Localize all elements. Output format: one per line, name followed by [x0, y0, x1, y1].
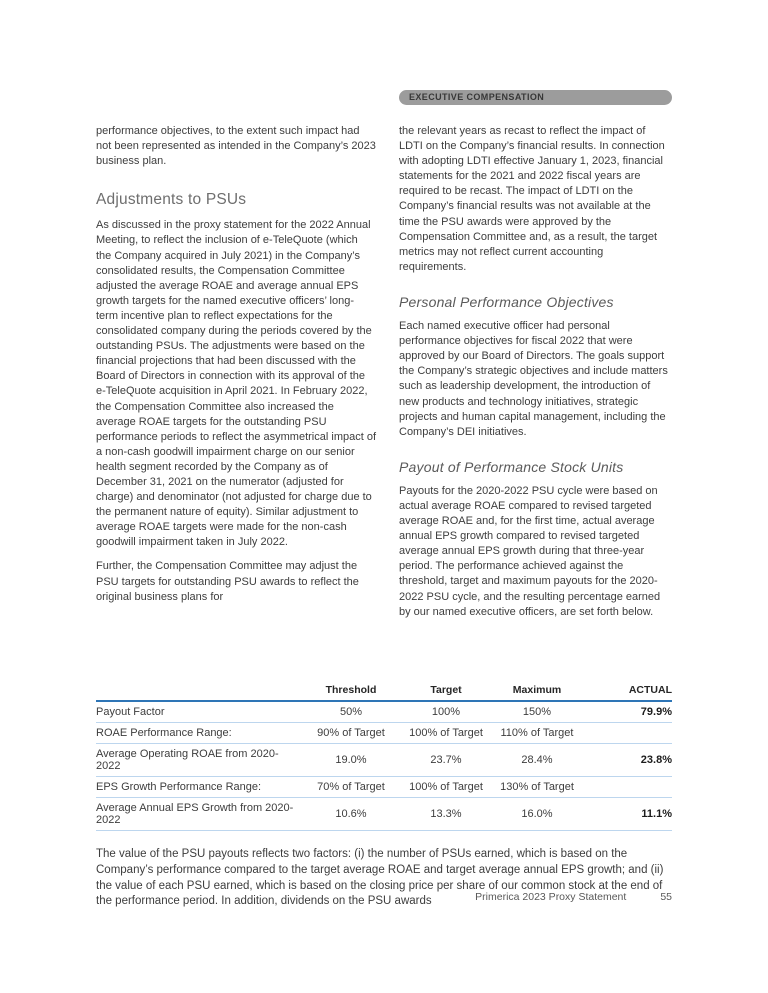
left-column — [96, 124, 376, 678]
maximum-value: 130% of Target — [491, 777, 583, 798]
row-label: ROAE Performance Range: — [96, 723, 301, 744]
actual-value: 11.1% — [583, 798, 672, 831]
table-row-average-operating-roae — [96, 744, 672, 777]
target-value: 100% of Target — [401, 777, 491, 798]
threshold-value: 90% of Target — [301, 723, 401, 744]
heading-personal-performance-objectives: Personal Performance Objectives — [399, 293, 614, 310]
actual-value: 23.8% — [583, 744, 672, 777]
badge-spacer — [96, 90, 399, 105]
maximum-value: 110% of Target — [491, 723, 583, 744]
bottom-paragraph: The value of the PSU payouts reflects two factors: (i) the number of PSUs earned, which is based on the Company’s performance compared to the target average ROAE and target average annual EPS growth; and (ii) the value of each PSU earned, which is based on the closing price per share of our common stock at the end of the performance period. In addition, dividends on the PSU awards — [96, 848, 664, 908]
row-label: Average Operating ROAE from 2020-2022 — [96, 744, 301, 777]
table-row-roae-performance-range — [96, 723, 672, 744]
right-paragraph-1: the relevant years as recast to reflect the impact of LDTI on the Company’s financial results. In connection with adopting LDTI effective January 1, 2023, financial statements for the 2021 and 2022 fiscal years are required to be recast. The impact of LDTI on the Company’s financial results was not available at the time the PSU awards were approved by the Compensation Committee and, as a result, the target metrics may not reflect current accounting requirements. — [399, 125, 665, 273]
section-badge: EXECUTIVE COMPENSATION — [399, 90, 672, 105]
left-intro-paragraph: performance objectives, to the extent such impact had not been represented as intended in the Company’s 2023 business plan. — [96, 125, 376, 168]
two-column-body — [96, 124, 672, 678]
table-header-row — [96, 682, 672, 701]
right-paragraph-3: Payouts for the 2020-2022 PSU cycle were based on actual average ROAE compared to revised targeted average ROAE and, for the first time, actual average annual EPS growth compared to revised targeted average annual EPS growth during that three-year period. The performance achieved against the threshold, target and maximum payouts for the 2020-2022 PSU cycle, and the resulting percentage earned by our named executive officers, are set forth below. — [399, 484, 661, 618]
page-footer — [475, 891, 672, 903]
column-header-threshold: Threshold — [301, 682, 401, 701]
column-header-maximum: Maximum — [491, 682, 583, 701]
footer-title: Primerica 2023 Proxy Statement — [475, 891, 627, 903]
column-header-target: Target — [401, 682, 491, 701]
heading-payout-of-performance-stock-units: Payout of Performance Stock Units — [399, 458, 624, 475]
row-label: Payout Factor — [96, 701, 301, 723]
table-row-eps-growth-performance-range — [96, 777, 672, 798]
right-column — [399, 124, 672, 678]
left-paragraph-2: Further, the Compensation Committee may adjust the PSU targets for outstanding PSU awards to reflect the original business plans for — [96, 560, 359, 603]
row-label: Average Annual EPS Growth from 2020-2022 — [96, 798, 301, 831]
column-header-empty — [96, 682, 301, 701]
threshold-value: 10.6% — [301, 798, 401, 831]
target-value: 13.3% — [401, 798, 491, 831]
target-value: 100% — [401, 701, 491, 723]
table-row-payout-factor — [96, 701, 672, 723]
threshold-value: 70% of Target — [301, 777, 401, 798]
actual-value — [583, 777, 672, 798]
actual-value — [583, 723, 672, 744]
left-paragraph-1: As discussed in the proxy statement for the 2022 Annual Meeting, to reflect the inclusion of e-TeleQuote (which the Company acquired in July 2021) in the Company’s consolidated results, the Compensation Committee adjusted the average ROAE and average annual EPS growth targets for the named executive officers’ long-term incentive plan to reflect expectations for the consolidated company during the periods covered by the outstanding PSUs. The adjustments were based on the financial projections that had been discussed with the Board of Directors in connection with its approval of the e-TeleQuote acquisition in April 2021. In February 2022, the Compensation Committee also increased the average ROAE targets for the outstanding PSU performance periods to reflect the asymmetrical impact of a non-cash goodwill impairment charge on our senior health segment recorded by the Company as of December 31, 2021 on the numerator (adjusted for charge) and denominator (not adjusted for charge due to the permanent nature of equity). Similar adjustment to average ROAE targets were made for the non-cash goodwill impairment taken in July 2022. — [96, 219, 377, 549]
right-paragraph-2: Each named executive officer had personal performance objectives for fiscal 2022 that were approved by our Board of Directors. The goals support the Company’s strategic objectives and include matters such as leadership development, the introduction of new products and technology initiatives, strategic projects and human capital management, including the Company’s DEI initiatives. — [399, 320, 668, 438]
maximum-value: 16.0% — [491, 798, 583, 831]
threshold-value: 50% — [301, 701, 401, 723]
target-value: 100% of Target — [401, 723, 491, 744]
threshold-value: 19.0% — [301, 744, 401, 777]
header-row — [96, 90, 672, 105]
target-value: 23.7% — [401, 744, 491, 777]
row-label: EPS Growth Performance Range: — [96, 777, 301, 798]
table-row-average-annual-eps-growth — [96, 798, 672, 831]
column-header-actual: ACTUAL — [583, 682, 672, 701]
maximum-value: 28.4% — [491, 744, 583, 777]
heading-adjustments-to-psus: Adjustments to PSUs — [96, 191, 247, 209]
footer-page-number: 55 — [660, 891, 672, 903]
maximum-value: 150% — [491, 701, 583, 723]
actual-value: 79.9% — [583, 701, 672, 723]
psu-performance-table — [96, 682, 672, 831]
